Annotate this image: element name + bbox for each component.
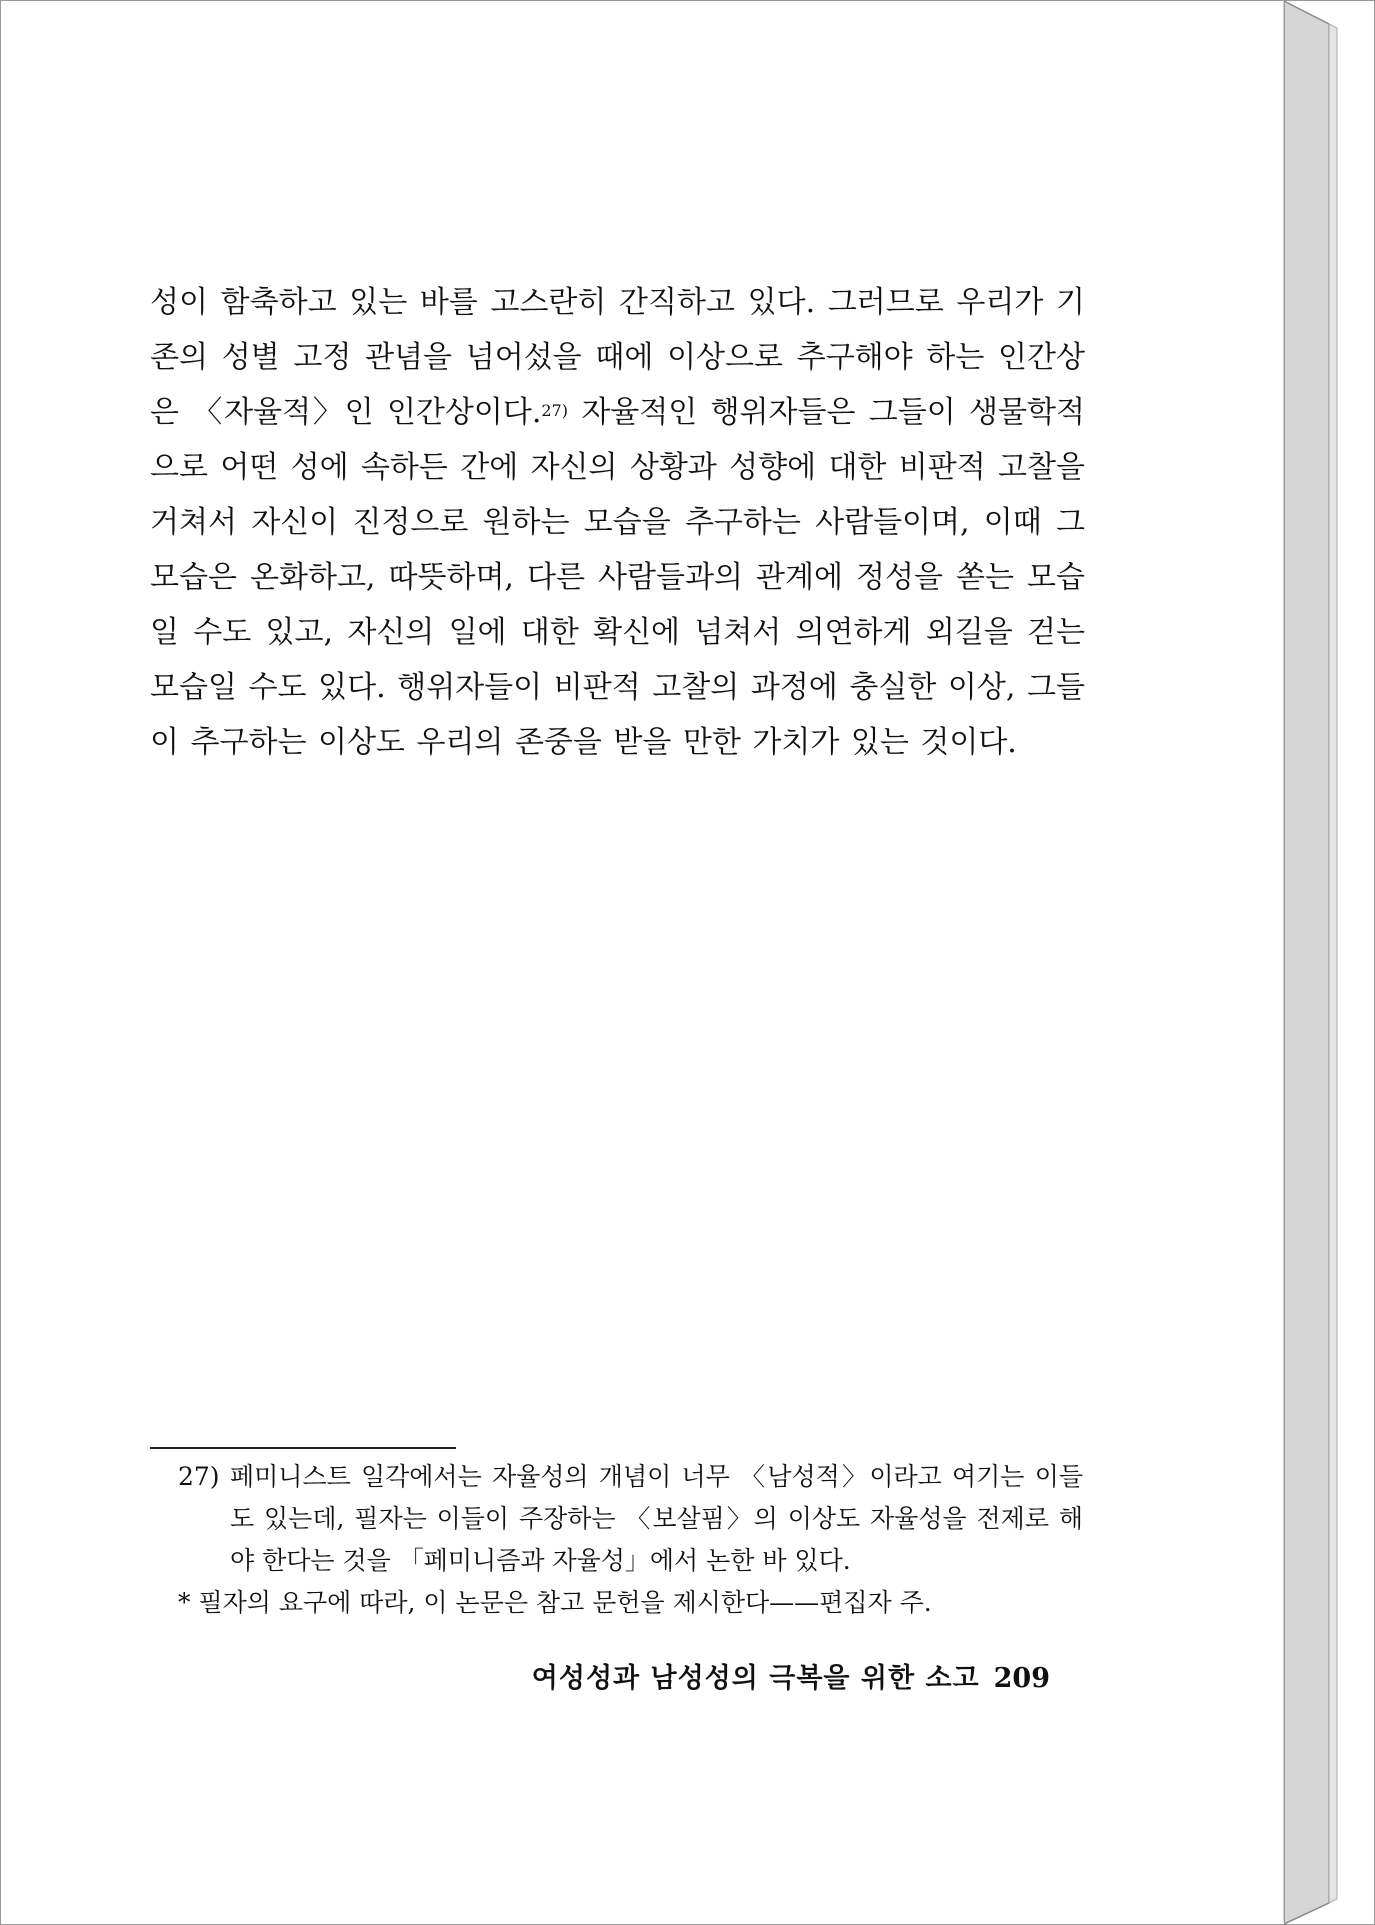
editor-note bbox=[178, 1582, 1083, 1624]
footnote-reference-27[interactable]: 27) bbox=[541, 401, 568, 420]
editor-note-text: * 필자의 요구에 따라, 이 논문은 참고 문헌을 제시한다——편집자 주. bbox=[178, 1588, 932, 1617]
page-number: 209 bbox=[993, 1663, 1050, 1694]
footnote-27-text: 페미니스트 일각에서는 자율성의 개념이 너무 〈남성적〉이라고 여기는 이들도 있는데, 필자는 이들이 주장하는 〈보살핌〉의 이상도 자율성을 전제로 해야 한다는 것을 「페미니즘과 자율성」에서 논한 바 있다. bbox=[230, 1462, 1083, 1575]
footnote-27-number: 27) bbox=[178, 1462, 220, 1491]
body-text-part-2: 자율적인 행위자들은 그들이 생물학적으로 어떤 성에 속하든 간에 자신의 상황과 성향에 대한 비판적 고찰을 거쳐서 자신이 진정으로 원하는 모습을 추구하는 사람들이며, 이때 그 모습은 온화하고, 따뜻하며, 다른 사람들과의 관계에 정성을 쏟는 모습일 수도 있고, 자신의 일에 대한 확신에 넘쳐서 의연하게 외길을 걷는 모습일 수도 있다. 행위자들이 비판적 고찰의 과정에 충실한 이상, 그들이 추구하는 이상도 우리의 존중을 받을 만한 가치가 있는 것이다. bbox=[150, 395, 1085, 760]
body-text-part-1: 성이 함축하고 있는 바를 고스란히 간직하고 있다. 그러므로 우리가 기존의 성별 고정 관념을 넘어섰을 때에 이상으로 추구해야 하는 인간상은 〈자율적〉인 인간상이다. bbox=[150, 285, 1085, 430]
footnote-separator bbox=[150, 1447, 456, 1449]
page-stack-edge bbox=[1284, 0, 1375, 1925]
footnotes-block bbox=[178, 1456, 1083, 1624]
page-stack-edge-graphic bbox=[1284, 0, 1375, 1925]
body-paragraph bbox=[150, 275, 1085, 770]
running-title: 여성성과 남성성의 극복을 위한 소고 bbox=[531, 1663, 980, 1694]
running-footer bbox=[510, 1656, 1050, 1695]
footnote-27 bbox=[178, 1456, 1083, 1582]
